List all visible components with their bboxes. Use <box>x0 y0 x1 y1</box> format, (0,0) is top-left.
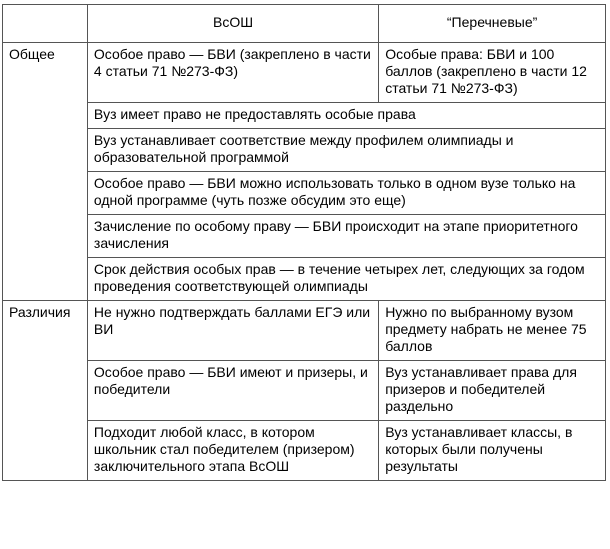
table-row <box>3 421 606 481</box>
cell-shared: Зачисление по особому праву — БВИ происходит на этапе приоритетного зачисления <box>87 215 605 258</box>
cell-perechen: Нужно по выбранному вузом предмету набрать не менее 75 баллов <box>379 301 606 361</box>
table-row <box>3 301 606 361</box>
cell-vsosh: Не нужно подтверждать баллами ЕГЭ или ВИ <box>87 301 378 361</box>
header-perechen: “Перечневые” <box>379 5 606 43</box>
comparison-table <box>2 4 606 481</box>
table-row <box>3 172 606 215</box>
section-label-common: Общее <box>3 43 88 301</box>
table-row <box>3 361 606 421</box>
cell-perechen: Вуз устанавливает права для призеров и победителей раздельно <box>379 361 606 421</box>
cell-shared: Особое право — БВИ можно использовать только в одном вузе только на одной программе (чуть позже обсудим это еще) <box>87 172 605 215</box>
table-row <box>3 258 606 301</box>
header-row <box>3 5 606 43</box>
cell-perechen: Особые права: БВИ и 100 баллов (закреплено в части 12 статьи 71 №273-ФЗ) <box>379 43 606 103</box>
table-row <box>3 129 606 172</box>
cell-shared: Срок действия особых прав — в течение четырех лет, следующих за годом проведения соответствующей олимпиады <box>87 258 605 301</box>
table-row <box>3 43 606 103</box>
cell-perechen: Вуз устанавливает классы, в которых были получены результаты <box>379 421 606 481</box>
cell-vsosh: Подходит любой класс, в котором школьник стал победителем (призером) заключительного этапа ВсОШ <box>87 421 378 481</box>
cell-shared: Вуз устанавливает соответствие между профилем олимпиады и образовательной программой <box>87 129 605 172</box>
section-label-differences: Различия <box>3 301 88 481</box>
table-row <box>3 215 606 258</box>
table-row <box>3 103 606 129</box>
header-vsosh: ВсОШ <box>87 5 378 43</box>
cell-shared: Вуз имеет право не предоставлять особые права <box>87 103 605 129</box>
cell-vsosh: Особое право — БВИ имеют и призеры, и победители <box>87 361 378 421</box>
cell-vsosh: Особое право — БВИ (закреплено в части 4 статьи 71 №273-ФЗ) <box>87 43 378 103</box>
header-empty-cell <box>3 5 88 43</box>
